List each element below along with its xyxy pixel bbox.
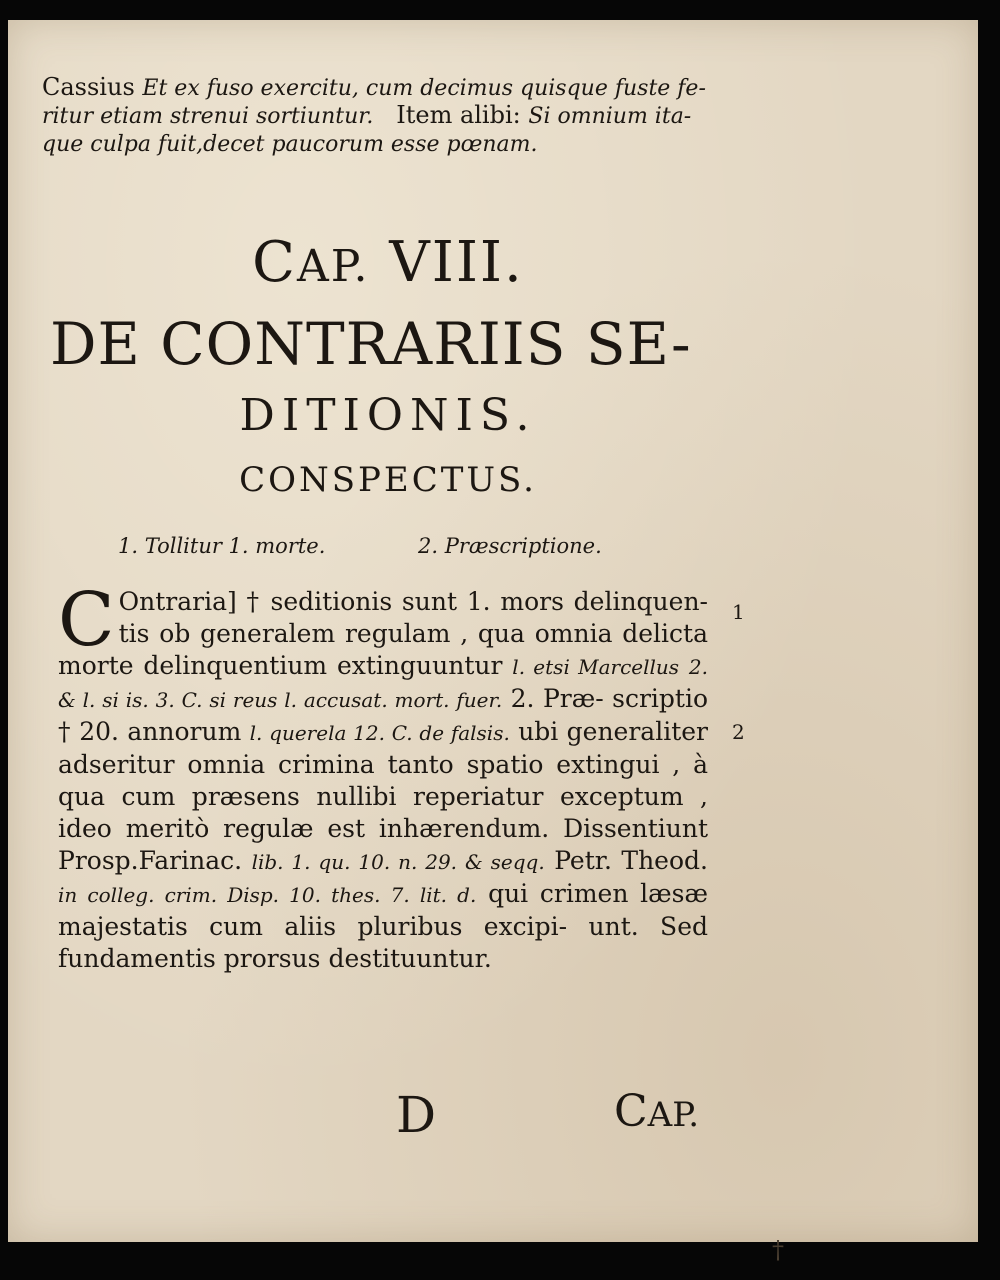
margin-note-2: 2 (732, 720, 745, 744)
summary-item-1: 1. Tollitur 1. morte. (118, 534, 326, 558)
lead-item-alibi: Item alibi: (396, 101, 521, 129)
body-line: Petr. Theod. (554, 846, 708, 875)
conspectus-heading: CONSPECTUS. (239, 460, 537, 500)
book-page (8, 20, 978, 1264)
body-citation: 2. & l. si is. 3. C. si reus l. accusat. mort. fuer. (58, 655, 708, 712)
catchword-rest: AP. (647, 1095, 700, 1135)
body-line: ubi (518, 717, 559, 746)
chapter-cap-initial: C (252, 230, 297, 295)
body-citation: l. querela 12. C. de falsis. (249, 721, 510, 745)
body-line: tis ob generalem regulam , qua omnia delicta (118, 619, 708, 648)
body-line: unt. Sed fundamentis prorsus destituuntur. (58, 912, 708, 973)
catchword (614, 1086, 699, 1137)
lead-quote-2a: Si omnium ita- (528, 104, 692, 129)
lead-paragraph (42, 74, 722, 158)
lead-quote-1: Et ex fuso exercitu, cum decimus quisque fuste fe- (142, 76, 706, 101)
lead-quote-1b: ritur etiam strenui sortiuntur. (42, 104, 374, 129)
body-line: Dissentiunt Prosp.Farinac. (58, 814, 708, 875)
conspectus-summary (118, 534, 718, 558)
body-line: scriptio † 20. annorum (58, 684, 708, 746)
body-line: exceptum , ideo meritò regulæ est inhærendum. (58, 782, 708, 843)
chapter-title-line-2: DITIONIS. (239, 390, 537, 441)
signature-mark: D (396, 1086, 437, 1144)
chapter-cap-rest: AP. (296, 241, 370, 292)
body-line: generaliter adseritur omnia crimina tanto spatio (58, 717, 708, 779)
body-line: morte delinquentium extinguuntur (58, 651, 503, 680)
dagger-mark: † (772, 1236, 784, 1264)
body-citation: l. etsi Marcellus (512, 655, 680, 679)
chapter-heading (8, 230, 768, 295)
catchword-initial: C (614, 1086, 648, 1137)
summary-item-2: 2. Præscriptione. (418, 534, 602, 558)
chapter-number: VIII. (389, 230, 524, 295)
lead-name: Cassius (42, 73, 135, 101)
margin-note-1: 1 (732, 600, 745, 624)
body-line: qui (488, 879, 529, 908)
body-citation: lib. 1. qu. 10. n. 29. & seqq. (251, 850, 545, 874)
body-line: crimen læsæ majestatis cum aliis pluribus excipi- (58, 879, 709, 941)
lead-quote-2b: que culpa fuit,decet paucorum esse pœnam. (42, 132, 538, 157)
body-line: Ontraria] † seditionis sunt 1. mors delinquen- (118, 587, 708, 616)
chapter-title-line-1: DE CONTRARIIS SE- (50, 310, 692, 378)
body-citation: in colleg. crim. Disp. 10. thes. 7. lit. d. (58, 883, 477, 907)
drop-cap: C (58, 577, 115, 663)
body-line: 2. Præ- (510, 684, 604, 713)
body-line: extingui , à qua cum præsens nullibi reperiatur (58, 750, 709, 811)
body-text (58, 577, 709, 975)
